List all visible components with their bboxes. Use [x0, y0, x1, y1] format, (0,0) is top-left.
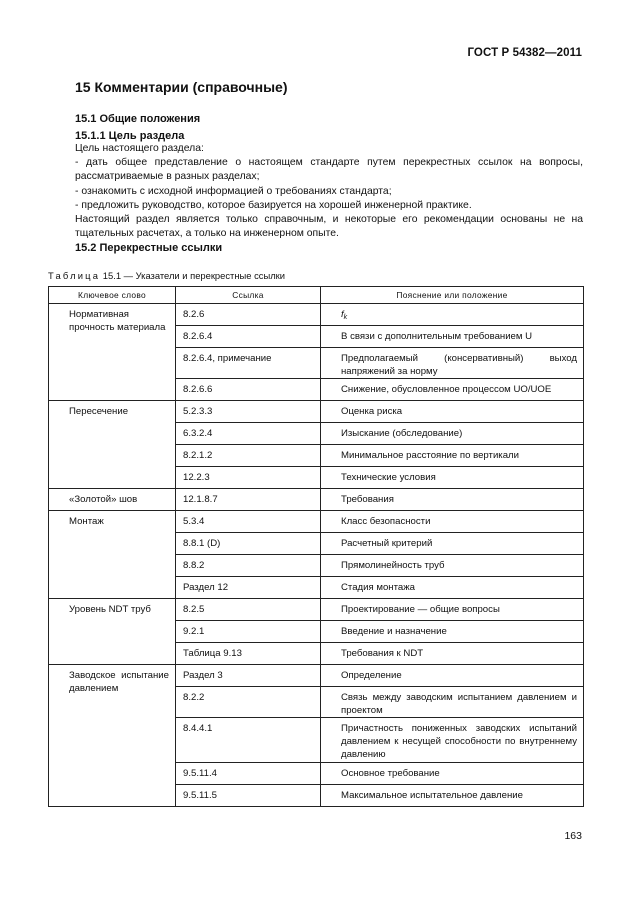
- reference-cell: 5.3.4: [176, 511, 321, 533]
- explanation-text: Требования: [341, 494, 394, 505]
- explanation-cell: [321, 763, 584, 785]
- paragraph: - ознакомить с исходной информацией о требованиях стандарта;: [75, 185, 392, 197]
- reference-cell: 5.2.3.3: [176, 401, 321, 423]
- explanation-text: Требования к NDT: [341, 648, 424, 659]
- keyword-cell: [49, 665, 176, 807]
- table-row: [49, 511, 584, 533]
- explanation-text: Максимальное испытательное давление: [341, 790, 523, 801]
- table-caption-prefix: Таблица: [48, 270, 101, 281]
- reference-cell: 6.3.2.4: [176, 423, 321, 445]
- explanation-text: Определение: [341, 670, 402, 681]
- reference-cell: 8.8.1 (D): [176, 533, 321, 555]
- keyword-text: «Золотой» шов: [69, 494, 138, 505]
- reference-cell: 8.2.6: [176, 304, 321, 326]
- explanation-cell: [321, 665, 584, 687]
- reference-cell: 9.2.1: [176, 621, 321, 643]
- keyword-text: Монтаж: [69, 516, 104, 527]
- reference-cell: 9.5.11.5: [176, 785, 321, 807]
- reference-cell: 12.1.8.7: [176, 489, 321, 511]
- explanation-cell: [321, 379, 584, 401]
- reference-cell: 8.2.5: [176, 599, 321, 621]
- explanation-text: [327, 308, 577, 324]
- reference-cell: Таблица 9.13: [176, 643, 321, 665]
- explanation-cell: [321, 304, 584, 326]
- explanation-text: Снижение, обусловленное процессом UO/UOE: [341, 384, 552, 395]
- column-header: Ключевое слово: [49, 287, 176, 304]
- explanation-cell: [321, 643, 584, 665]
- keyword-cell: [49, 511, 176, 599]
- page-number: 163: [564, 830, 582, 842]
- explanation-cell: [321, 718, 584, 763]
- table-header-row: [49, 287, 584, 304]
- keyword-text: Уровень NDT труб: [69, 604, 151, 615]
- explanation-cell: [321, 687, 584, 718]
- keyword-text: Нормативная прочность материала: [69, 309, 166, 333]
- explanation-text: Прямолинейность труб: [341, 560, 445, 571]
- explanation-text: Причастность пониженных заводских испытаний давлением к несущей способности по внутреннему давлению: [341, 723, 577, 760]
- keyword-cell: [49, 489, 176, 511]
- explanation-text: Предполагаемый (консервативный) выход напряжений за норму: [341, 353, 577, 377]
- explanation-text: Оценка риска: [341, 406, 403, 417]
- table-row: [49, 489, 584, 511]
- explanation-text: Технические условия: [341, 472, 436, 483]
- keyword-cell: [49, 599, 176, 665]
- reference-cell: 8.2.6.4: [176, 326, 321, 348]
- table-row: [49, 304, 584, 326]
- column-header: Пояснение или положение: [321, 287, 584, 304]
- keyword-cell: [49, 401, 176, 489]
- subsubsection-title: 15.1.1 Цель раздела: [75, 130, 185, 142]
- explanation-cell: [321, 621, 584, 643]
- explanation-text: В связи с дополнительным требованием U: [341, 331, 533, 342]
- explanation-cell: [321, 326, 584, 348]
- explanation-cell: [321, 555, 584, 577]
- table-row: [49, 599, 584, 621]
- subsection-title: 15.2 Перекрестные ссылки: [75, 242, 223, 254]
- section-title: 15 Комментарии (справочные): [75, 79, 288, 95]
- keyword-cell: [49, 304, 176, 401]
- reference-cell: 8.2.6.4, примечание: [176, 348, 321, 379]
- keyword-text: Пересечение: [69, 406, 129, 417]
- explanation-text: Связь между заводским испытанием давлением и проектом: [341, 692, 577, 716]
- table-body: [49, 304, 584, 807]
- reference-cell: 8.2.6.6: [176, 379, 321, 401]
- explanation-cell: [321, 445, 584, 467]
- reference-cell: 8.2.2: [176, 687, 321, 718]
- explanation-cell: [321, 533, 584, 555]
- reference-cell: 9.5.11.4: [176, 763, 321, 785]
- explanation-cell: [321, 467, 584, 489]
- explanation-text: Минимальное расстояние по вертикали: [341, 450, 520, 461]
- table-caption-text: 15.1 — Указатели и перекрестные ссылки: [102, 270, 285, 281]
- paragraph: Настоящий раздел является только справочным, и некоторые его рекомендации основаны не на тщательных расчетах, а только на инженерном опыте.: [75, 214, 583, 240]
- paragraph: - предложить руководство, которое базируется на хорошей инженерной практике.: [75, 199, 472, 211]
- cross-reference-table: [48, 286, 584, 807]
- explanation-cell: [321, 511, 584, 533]
- table-row: [49, 401, 584, 423]
- explanation-text: Основное требование: [341, 768, 440, 779]
- explanation-text: Класс безопасности: [341, 516, 431, 527]
- explanation-cell: [321, 423, 584, 445]
- formula-subscript: k: [343, 314, 348, 321]
- table-row: [49, 665, 584, 687]
- explanation-cell: [321, 785, 584, 807]
- reference-cell: 8.2.1.2: [176, 445, 321, 467]
- explanation-text: Расчетный критерий: [341, 538, 433, 549]
- explanation-cell: [321, 401, 584, 423]
- table-caption: [48, 270, 285, 281]
- explanation-text: Изыскание (обследование): [341, 428, 463, 439]
- subsection-title: 15.1 Общие положения: [75, 113, 201, 125]
- column-header: Ссылка: [176, 287, 321, 304]
- reference-cell: 8.4.4.1: [176, 718, 321, 763]
- explanation-text: Проектирование — общие вопросы: [341, 604, 500, 615]
- intro-text: [48, 142, 583, 241]
- paragraph: - дать общее представление о настоящем стандарте путем перекрестных ссылок на вопросы, рассматриваемые в разных разделах;: [75, 157, 583, 183]
- standard-header: ГОСТ Р 54382—2011: [467, 47, 582, 59]
- explanation-cell: [321, 599, 584, 621]
- reference-cell: Раздел 3: [176, 665, 321, 687]
- reference-cell: Раздел 12: [176, 577, 321, 599]
- explanation-text: Введение и назначение: [341, 626, 447, 637]
- reference-cell: 8.8.2: [176, 555, 321, 577]
- explanation-text: Стадия монтажа: [341, 582, 415, 593]
- paragraph: Цель настоящего раздела:: [75, 143, 204, 154]
- keyword-text: Заводское испытание давлением: [69, 670, 169, 694]
- reference-cell: 12.2.3: [176, 467, 321, 489]
- formula-symbol: f: [341, 309, 344, 320]
- explanation-cell: [321, 577, 584, 599]
- explanation-cell: [321, 348, 584, 379]
- explanation-cell: [321, 489, 584, 511]
